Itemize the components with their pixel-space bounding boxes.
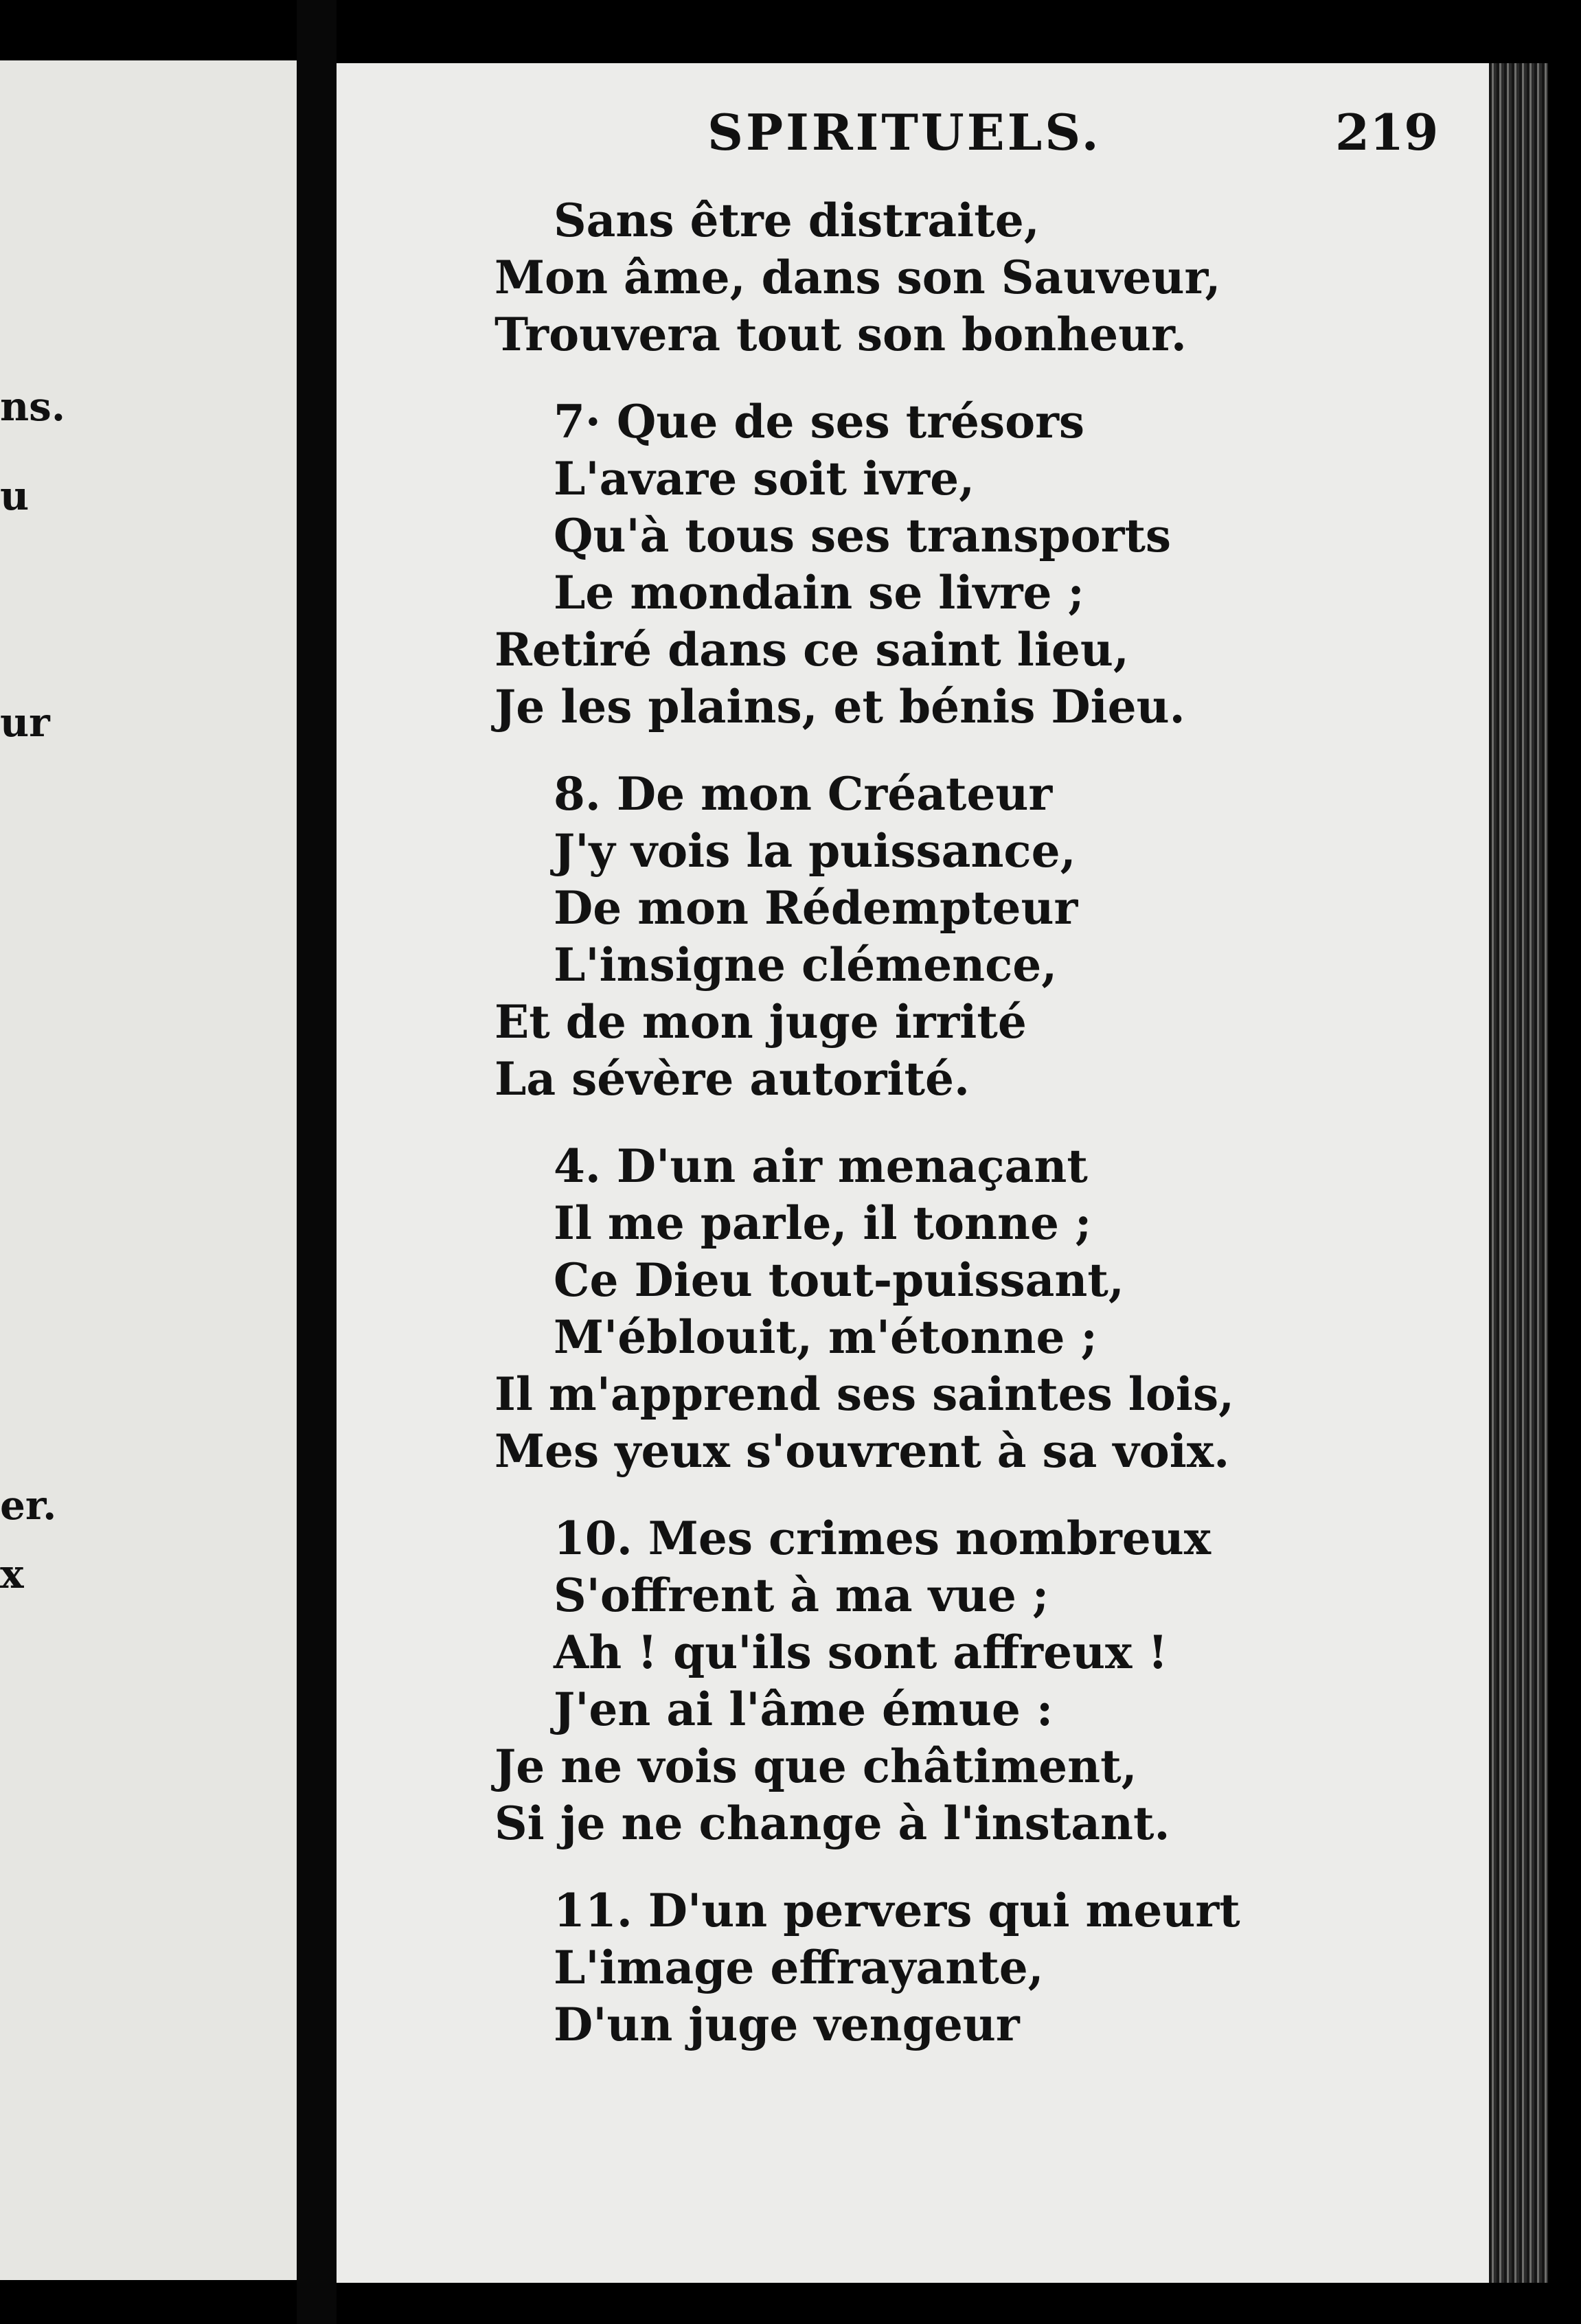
book-gutter bbox=[297, 0, 337, 2324]
verse-line: Qu'à tous ses transports bbox=[554, 509, 1172, 562]
verse-line: 10. Mes crimes nombreux bbox=[554, 1512, 1212, 1565]
verse-line: L'insigne clémence, bbox=[554, 938, 1058, 992]
stanza bbox=[494, 1138, 1470, 1480]
verse-line: La sévère autorité. bbox=[494, 1052, 970, 1106]
verse-line: Mes yeux s'ouvrent à sa voix. bbox=[494, 1424, 1230, 1478]
verse-line: M'éblouit, m'étonne ; bbox=[554, 1310, 1097, 1364]
verse-line: Et de mon juge irrité bbox=[494, 995, 1027, 1049]
verse-line: S'offrent à ma vue ; bbox=[554, 1569, 1049, 1622]
verse-line: De mon Rédempteur bbox=[554, 881, 1078, 935]
stanza bbox=[494, 766, 1470, 1108]
verse-line: D'un juge vengeur bbox=[554, 1998, 1020, 2051]
left-margin-fragment: x bbox=[0, 1551, 24, 1597]
verse-line: 4. D'un air menaçant bbox=[554, 1139, 1088, 1193]
stanza bbox=[494, 394, 1470, 736]
stanza bbox=[494, 1882, 1470, 2053]
left-page-fragment bbox=[0, 60, 297, 2280]
verse-line: 11. D'un pervers qui meurt bbox=[554, 1884, 1240, 1937]
verse-line: Je les plains, et bénis Dieu. bbox=[494, 680, 1185, 733]
verse-line: Sans être distraite, bbox=[554, 194, 1040, 247]
left-margin-fragment: er. bbox=[0, 1482, 57, 1529]
page-number: 219 bbox=[1335, 103, 1439, 161]
verse-line: L'image effrayante, bbox=[554, 1941, 1044, 1994]
verse-line: Il me parle, il tonne ; bbox=[554, 1196, 1092, 1250]
verse-line: Retiré dans ce saint lieu, bbox=[494, 623, 1129, 676]
verse-line: Le mondain se livre ; bbox=[554, 566, 1084, 619]
verse-line: Je ne vois que châtiment, bbox=[494, 1740, 1137, 1793]
page-edge-stack bbox=[1489, 63, 1548, 2283]
hymn-text bbox=[494, 192, 1470, 2084]
left-margin-fragment: ns. bbox=[0, 383, 66, 430]
stanza bbox=[494, 192, 1470, 363]
verse-line: Mon âme, dans son Sauveur, bbox=[494, 251, 1221, 304]
verse-line: Ah ! qu'ils sont affreux ! bbox=[554, 1626, 1168, 1679]
verse-line: Ce Dieu tout-puissant, bbox=[554, 1253, 1124, 1307]
running-header-title: SPIRITUELS. bbox=[707, 103, 1102, 161]
left-margin-fragment: ur bbox=[0, 699, 50, 746]
verse-line: 8. De mon Créateur bbox=[554, 767, 1053, 821]
left-margin-fragment: u bbox=[0, 472, 30, 519]
verse-line: J'y vois la puissance, bbox=[554, 824, 1076, 878]
verse-line: L'avare soit ivre, bbox=[554, 452, 975, 505]
verse-line: J'en ai l'âme émue : bbox=[554, 1683, 1054, 1736]
verse-line: Si je ne change à l'instant. bbox=[494, 1797, 1170, 1850]
verse-line: Trouvera tout son bonheur. bbox=[494, 308, 1187, 361]
verse-line: 7· Que de ses trésors bbox=[554, 395, 1085, 448]
stanza bbox=[494, 1510, 1470, 1852]
verse-line: Il m'apprend ses saintes lois, bbox=[494, 1367, 1235, 1421]
